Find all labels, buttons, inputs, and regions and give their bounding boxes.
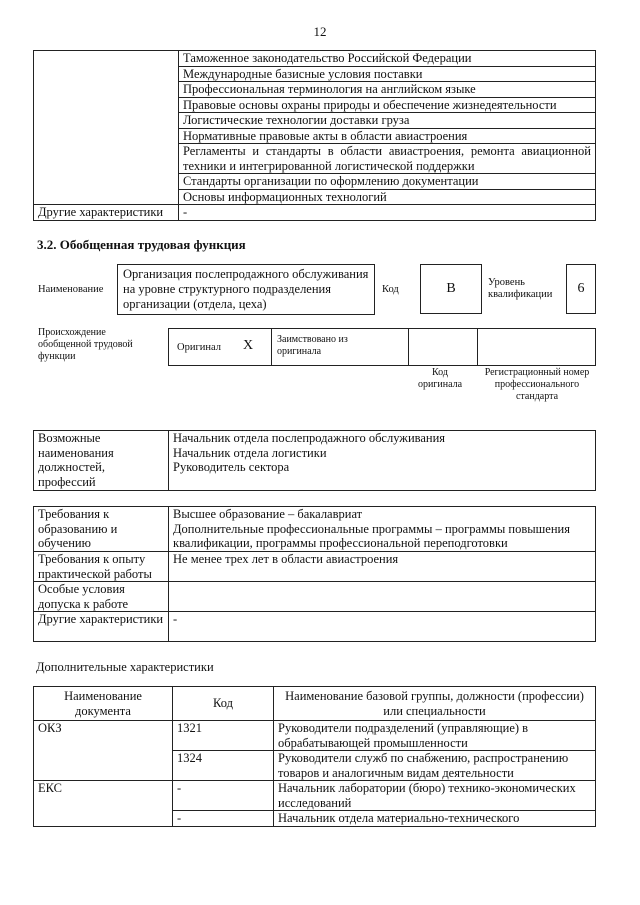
knowledge-table: [33, 50, 596, 221]
special-value: [169, 582, 596, 612]
row-name: Руководители подразделений (управляющие) в обрабатывающей промышленности: [274, 721, 596, 751]
table-header-row: [34, 687, 596, 721]
origin-label: Происхождение обобщенной трудовой функции: [38, 327, 133, 362]
header-name: Наименование базовой группы, должности (профессии) или специальности: [274, 687, 596, 721]
table-row: [34, 552, 596, 582]
page-number: 12: [313, 24, 327, 39]
knowledge-item: Международные базисные условия поставки: [179, 66, 596, 82]
row-name: Руководители служб по снабжению, распространению товаров и аналогичным видам деятельности: [274, 751, 596, 781]
row-code: -: [173, 811, 274, 827]
code-caption: Код оригинала: [417, 367, 463, 390]
additional-table: [33, 686, 596, 827]
name-label: Наименование: [38, 284, 104, 295]
positions-label: Возможные наименования должностей, профессий: [34, 431, 169, 491]
row-doc: ЕКС: [34, 781, 173, 827]
table-row: [34, 51, 596, 67]
level-value-box: [566, 264, 596, 314]
row-code: -: [173, 781, 274, 811]
other-value: -: [179, 205, 596, 221]
knowledge-item: Таможенное законодательство Российской Федерации: [179, 51, 596, 67]
knowledge-item: Профессиональная терминология на английском языке: [179, 82, 596, 98]
table-row: [34, 431, 596, 491]
level-label: Уровень квалификации: [488, 277, 553, 300]
header-code: Код: [173, 687, 274, 721]
education-label: Требования к образованию и обучению: [34, 507, 169, 552]
education-item: Высшее образование – бакалавриат: [173, 507, 363, 521]
req-other-label: Другие характеристики: [34, 612, 169, 642]
name-value-box: [117, 264, 375, 315]
education-values: [169, 507, 596, 552]
knowledge-item: Нормативные правовые акты в области авиастроения: [179, 128, 596, 144]
divider: [477, 329, 478, 365]
original-label: Оригинал: [177, 342, 221, 353]
header-doc: Наименование документа: [34, 687, 173, 721]
code-value: В: [446, 281, 456, 296]
borrowed-label: Заимствовано из оригинала: [277, 334, 348, 357]
row-doc: ОКЗ: [34, 721, 173, 781]
position-item: Начальник отдела логистики: [173, 445, 327, 460]
origin-table: [168, 328, 596, 366]
knowledge-item: Регламенты и стандарты в области авиастроения, ремонта авиационной техники и интегрированной логистической поддержки: [179, 144, 596, 174]
row-name: Начальник лаборатории (бюро) технико-экономических исследований: [274, 781, 596, 811]
positions-table: [33, 430, 596, 491]
requirements-table: [33, 506, 596, 642]
experience-label: Требования к опыту практической работы: [34, 552, 169, 582]
knowledge-item: Стандарты организации по оформлению документации: [179, 174, 596, 190]
other-label: Другие характеристики: [34, 205, 179, 221]
positions-values: [169, 431, 596, 491]
knowledge-item: Логистические технологии доставки груза: [179, 113, 596, 129]
knowledge-item: Правовые основы охраны природы и обеспечение жизнедеятельности: [179, 97, 596, 113]
table-row: [34, 507, 596, 552]
name-value: Организация послепродажного обслуживания на уровне структурного подразделения организации (отдела, цеха): [123, 267, 369, 311]
position-item: Руководитель сектора: [173, 460, 290, 474]
table-row: [34, 205, 596, 221]
row-name: Начальник отдела материально-технического: [274, 811, 596, 827]
empty-label-cell: [34, 51, 179, 205]
reg-caption: Регистрационный номер профессионального стандарта: [484, 367, 590, 402]
req-other-value: -: [169, 612, 596, 642]
code-label: Код: [382, 284, 399, 295]
knowledge-item: Основы информационных технологий: [179, 189, 596, 205]
level-value: 6: [577, 281, 585, 296]
divider: [271, 329, 272, 365]
table-row: [34, 781, 596, 811]
table-row: [34, 582, 596, 612]
row-code: 1321: [173, 721, 274, 751]
divider: [408, 329, 409, 365]
education-item: Дополнительные профессиональные программы – программы повышения квалификации, программы профессиональной переподготовки: [173, 521, 570, 550]
special-label: Особые условия допуска к работе: [34, 582, 169, 612]
code-value-box: [420, 264, 482, 314]
table-row: [34, 612, 596, 642]
row-code: 1324: [173, 751, 274, 781]
table-row: [34, 721, 596, 751]
additional-title: Дополнительные характеристики: [36, 660, 214, 674]
experience-value: Не менее трех лет в области авиастроения: [169, 552, 596, 582]
original-mark: Х: [243, 338, 254, 353]
position-item: Начальник отдела послепродажного обслуживания: [173, 431, 446, 445]
section-title: 3.2. Обобщенная трудовая функция: [37, 237, 246, 252]
